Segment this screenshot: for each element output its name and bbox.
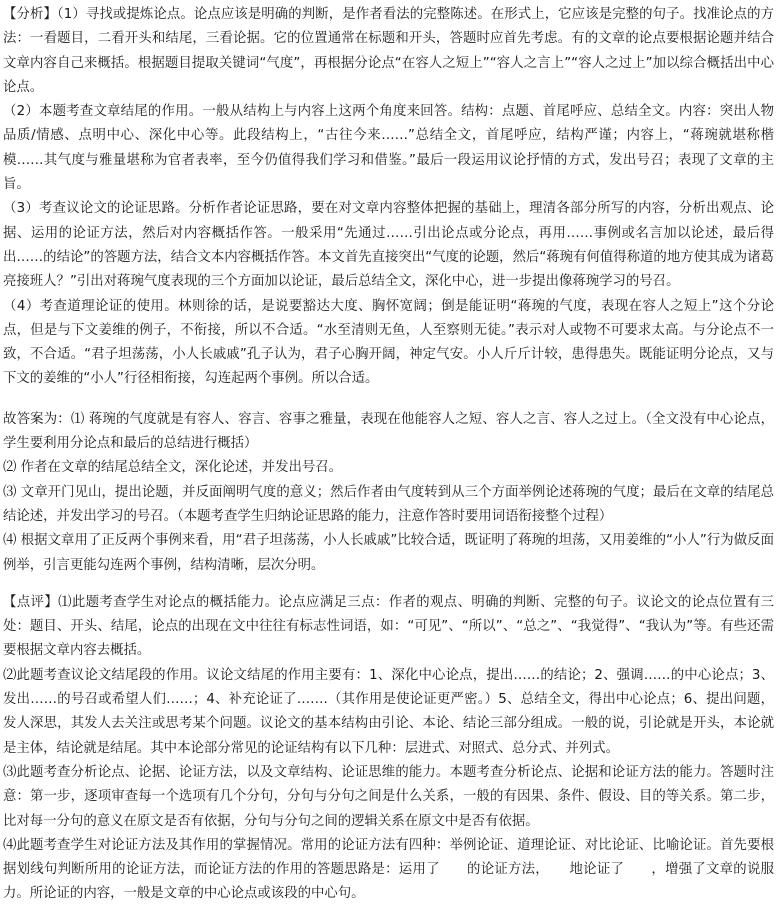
comment-paragraph-4: ⑷此题考查学生对论证方法及其作用的掌握情况。常用的论证方法有四种：举例论证、道理论证、对比论证、比喻论证。首先要根据划线句判断所用的论证方法，而论证方法的作用的答题思路是：运用了 的论证方法， 地论证了 ，增强了文章的说服力。所论证的内容，一般是文章的中心论点或该段的中心句。	[3, 837, 774, 902]
analysis-paragraph-3: （3）考查议论文的论证思路。分析作者论证思路，要在对文章内容整体把握的基础上，理清各部分所写的内容，分析出观点、论据、运用的论证方法，然后对内容概括作答。一般采用“先通过……引出论点或分论点，再用……事例或名言加以论述，最后得出……的结论”的答题方法，结合文本内容概括作答。本文首先直接突出“气度的论题，然后“蒋琬有何值得称道的地方使其成为诸葛亮接班人？”引出对蒋琬气度表现的三个方面加以论证，最后总结全文，深化中心，进一步提出像蒋琬学习的号召。	[3, 201, 774, 290]
analysis-paragraph-2: （2）本题考查文章结尾的作用。一般从结构上与内容上这两个角度来回答。结构：点题、首尾呼应、总结全文。内容：突出人物品质/情感、点明中心、深化中心等。此段结构上，“古往今来……”总结全文，首尾呼应，结构严谨；内容上，“蒋琬就堪称楷模……其气度与雅量堪称为官者表率，至今仍值得我们学习和借鉴。”最后一段运用议论抒情的方式，发出号召；表现了文章的主旨。	[3, 104, 774, 193]
answer-paragraph-3: ⑶ 文章开门见山，提出论题，并反面阐明气度的意义；然后作者由气度转到从三个方面举例论述蒋琬的气度；最后在文章的结尾总结论述，并发出学习的号召。（本题考查学生归纳论证思路的能力，注意作答时要用词语衔接整个过程）	[3, 484, 774, 524]
answer-paragraph-2: ⑵ 作者在文章的结尾总结全文，深化论述，并发出号召。	[3, 460, 343, 476]
answer-paragraph-1: 故答案为：⑴ 蒋琬的气度就是有容人、容言、容事之雅量，表现在他能容人之短、容人之言、容人之过上。（全文没有中心论点，学生要利用分论点和最后的总结进行概括）	[3, 411, 774, 452]
section-spacer	[3, 578, 774, 591]
section-spacer	[3, 392, 774, 408]
analysis-paragraph-1: 【分析】（1）寻找或提炼论点。论点应该是明确的判断，是作者看法的完整陈述。在形式上，它应该是完整的句子。找准论点的方法：一看题目，二看开头和结尾，三看论据。它的位置通常在标题和开头，答题时应首先考虑。有的文章的论点要根据论题并结合文章内容自己来概括。根据题目提取关键词“气度”，再根据分论点“在容人之短上”“容人之言上”“容人之过上”加以综合概括出中心论点。	[3, 7, 774, 95]
analysis-paragraph-4: （4）考查道理论证的使用。林则徐的话，是说要豁达大度、胸怀宽阔；倒是能证明“蒋琬的气度，表现在容人之短上”这个分论点，但是与下文姜维的例子，不衔接，所以不合适。“水至清则无鱼，人至察则无徒。”表示对人或物不可要求太高。与分论点不一致，不合适。“君子坦荡荡，小人长戚戚”孔子认为，君子心胸开阔，神定气安。小人斤斤计较，患得患失。既能证明分论点，又与下文的姜维的“小人”行径相衔接，勾连起两个事例。所以合适。	[3, 298, 774, 387]
answer-paragraph-4: ⑷ 根据文章用了正反两个事例来看，用“君子坦荡荡，小人长戚戚”比较合适，既证明了蒋琬的坦荡，又用姜维的“小人”行为做反面例举，引言更能勾连两个事例，结构清晰，层次分明。	[3, 533, 774, 573]
analysis-section	[3, 3, 774, 392]
comment-paragraph-3: ⑶此题考查分析论点、论据、论证方法，以及文章结构、论证思维的能力。本题考查分析论点、论据和论证方法的能力。答题时注意：第一步，逐项审查每一个选项有几个分句，分句与分句之间是什么关系，一般的有因果、条件、假设、目的等关系。第二步，比对每一分句的意义在原文是否有依据，分句与分句之间的逻辑关系在原文中是否有依据。	[3, 764, 774, 829]
answer-section	[3, 408, 774, 578]
comment-paragraph-1: 【点评】⑴此题考查学生对论点的概括能力。论点应满足三点：作者的观点、明确的判断、完整的句子。议论文的论点位置有三处：题目、开头、结尾，论点的出现在文中往往有标志性词语，如：“可见”、“所以”、“总之”、“我觉得”、“我认为”等。有些还需要根据文章内容去概括。	[3, 594, 774, 659]
comment-paragraph-2: ⑵此题考查议论文结尾段的作用。议论文结尾的作用主要有：1、深化中心论点，提出……的结论；2、强调……的中心论点；3、发出……的号召或希望人们……；4、补充论证了…….（其作用是使论证更严密。）5、总结全文，得出中心论点；6、提出问题，发人深思，其发人去关注或思考某个问题。议论文的基本结构由引论、本论、结论三部分组成。一般的说，引论就是开头，本论就是主体，结论就是结尾。其中本论部分常见的论证结构有以下几种：层进式、对照式、总分式、并列式。	[3, 667, 774, 756]
comment-section	[3, 591, 774, 907]
